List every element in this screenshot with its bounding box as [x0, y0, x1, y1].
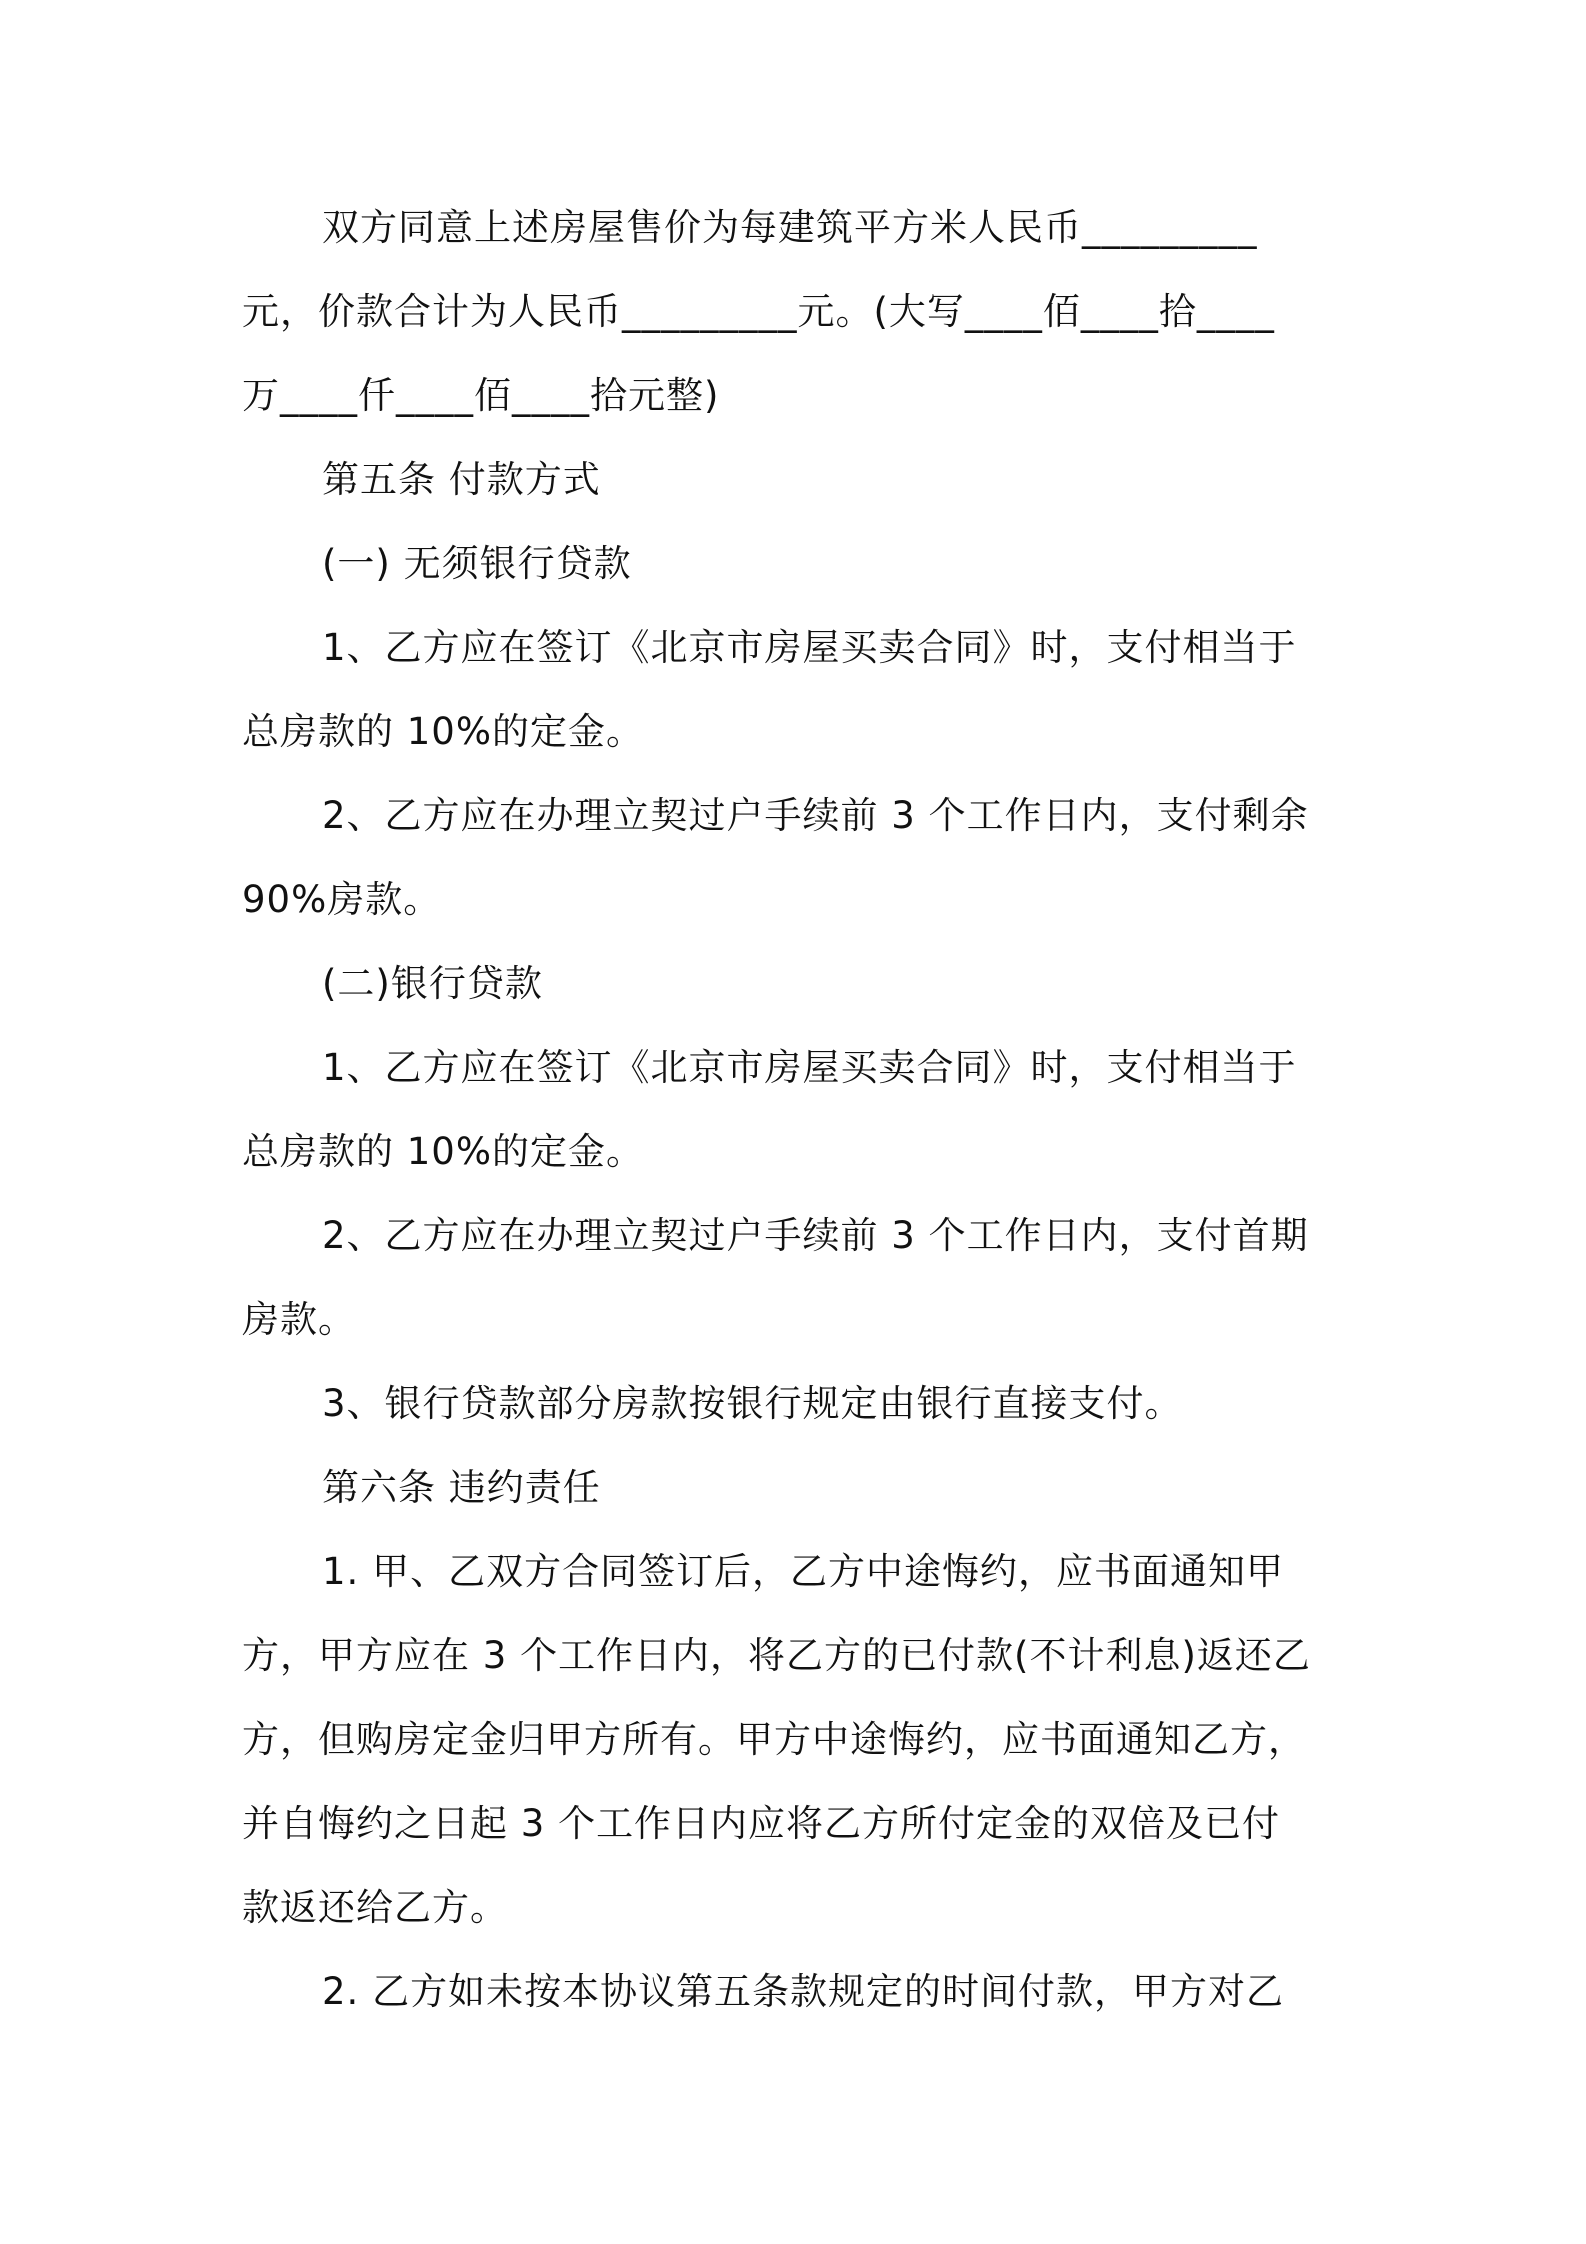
section-heading-article-5: 第五条 付款方式 — [322, 458, 601, 501]
clause-bank-loan-2-line-2: 房款。 — [242, 1298, 356, 1341]
clause-no-loan-1-line-2: 总房款的 10%的定金。 — [242, 710, 644, 753]
clause-bank-loan-1-line-1: 1、乙方应在签订《北京市房屋买卖合同》时，支付相当于 — [322, 1046, 1297, 1089]
clause-liability-1-line-2: 方，甲方应在 3 个工作日内，将乙方的已付款(不计利息)返还乙 — [242, 1634, 1311, 1677]
paragraph-price-line-1: 双方同意上述房屋售价为每建筑平方米人民币_________ — [322, 206, 1258, 249]
section-heading-article-6: 第六条 违约责任 — [322, 1466, 601, 1509]
clause-no-loan-2-line-1: 2、乙方应在办理立契过户手续前 3 个工作日内，支付剩余 — [322, 794, 1309, 837]
subheading-no-loan: (一) 无须银行贷款 — [322, 542, 632, 585]
clause-bank-loan-3: 3、银行贷款部分房款按银行规定由银行直接支付。 — [322, 1382, 1183, 1425]
clause-liability-2-line-1: 2. 乙方如未按本协议第五条款规定的时间付款，甲方对乙 — [322, 1970, 1285, 2013]
clause-liability-1-line-5: 款返还给乙方。 — [242, 1886, 508, 1929]
clause-liability-1-line-1: 1. 甲、乙双方合同签订后，乙方中途悔约，应书面通知甲 — [322, 1550, 1285, 1593]
paragraph-price-line-3: 万____仟____佰____拾元整) — [242, 374, 720, 417]
subheading-bank-loan: (二)银行贷款 — [322, 962, 543, 1005]
paragraph-price-line-2: 元，价款合计为人民币_________元。(大写____佰____拾____ — [242, 290, 1275, 333]
clause-bank-loan-1-line-2: 总房款的 10%的定金。 — [242, 1130, 644, 1173]
clause-liability-1-line-4: 并自悔约之日起 3 个工作日内应将乙方所付定金的双倍及已付 — [242, 1802, 1281, 1845]
clause-liability-1-line-3: 方，但购房定金归甲方所有。甲方中途悔约，应书面通知乙方， — [242, 1718, 1306, 1761]
clause-bank-loan-2-line-1: 2、乙方应在办理立契过户手续前 3 个工作日内，支付首期 — [322, 1214, 1309, 1257]
clause-no-loan-2-line-2: 90%房款。 — [242, 878, 442, 921]
clause-no-loan-1-line-1: 1、乙方应在签订《北京市房屋买卖合同》时，支付相当于 — [322, 626, 1297, 669]
